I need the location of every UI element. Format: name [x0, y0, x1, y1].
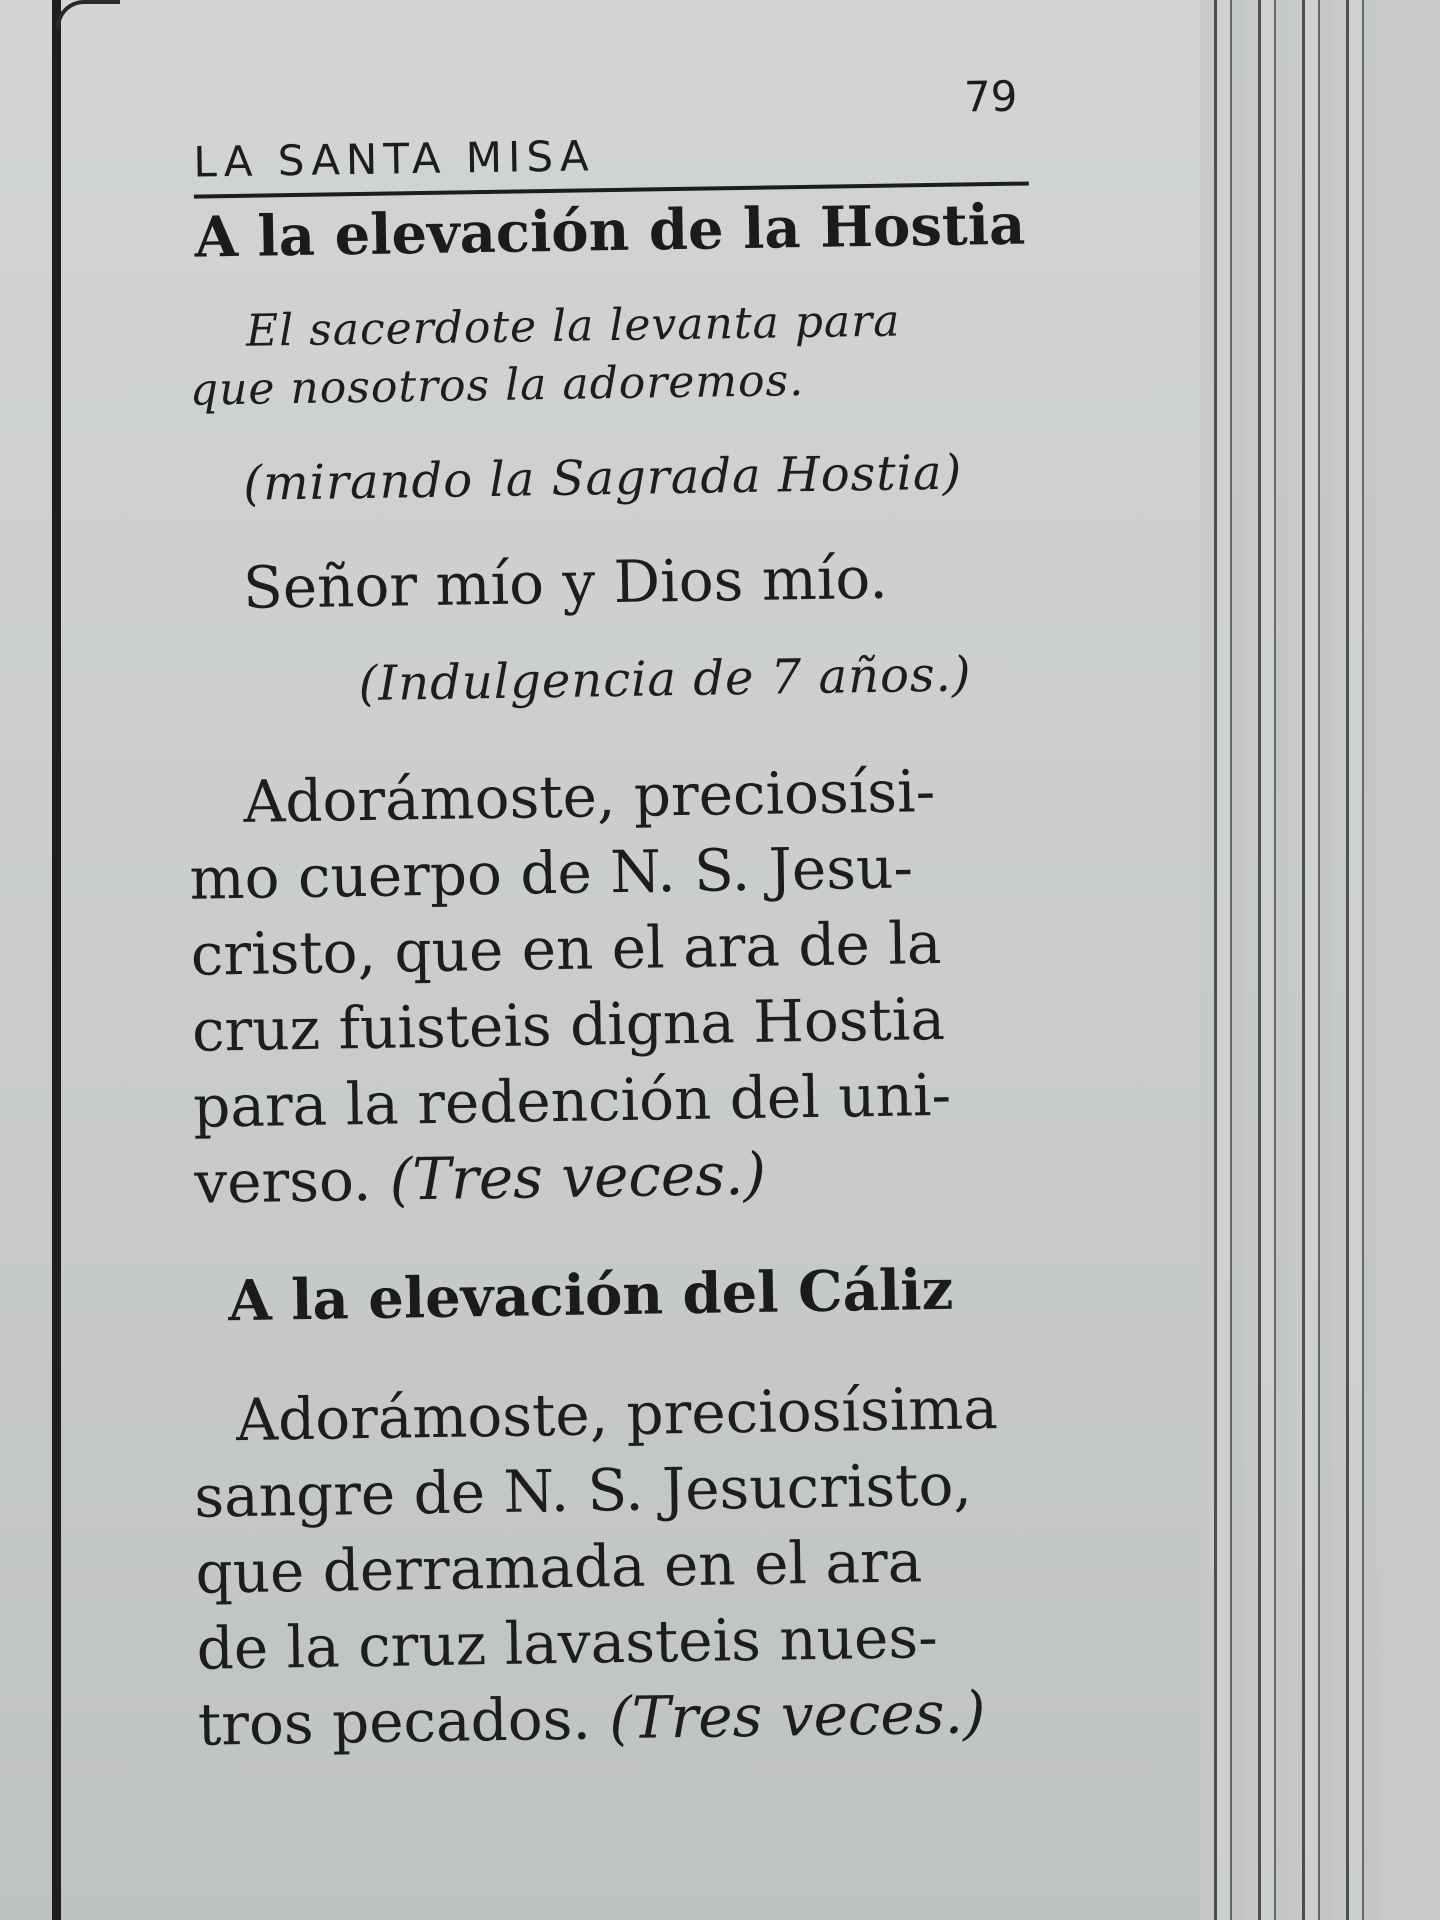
text-line-last [197, 1678, 986, 1758]
text-line: sangre de N. S. Jesucristo, [193, 1450, 973, 1531]
text-line-plain: tros pecados. [197, 1684, 592, 1759]
text-line: mo cuerpo de N. S. Jesu- [189, 833, 914, 913]
repeat-note: (Tres veces.) [608, 1678, 986, 1753]
text-line-last [194, 1140, 767, 1217]
text-line-plain: verso. [193, 1145, 372, 1217]
indulgence-note: (Indulgencia de 7 años.) [358, 646, 972, 713]
repeat-note: (Tres veces.) [389, 1139, 767, 1214]
rubric-line: El sacerdote la levanta para [245, 295, 901, 357]
text-line: Adorámoste, preciosísima [235, 1374, 999, 1455]
text-line: Adorámoste, preciosísi- [242, 757, 936, 836]
running-head: LA SANTA MISA [192, 131, 596, 187]
text-line: para la redención del uni- [192, 1060, 952, 1141]
page-number: 79 [963, 71, 1018, 122]
page-header [192, 72, 1029, 199]
instruction-note: (mirando la Sagrada Hostia) [242, 444, 963, 512]
text-line: de la cruz lavasteis nues- [196, 1603, 939, 1683]
text-line: cruz fuisteis digna Hostia [191, 984, 946, 1065]
section-title-caliz: A la elevación del Cáliz [227, 1256, 954, 1335]
section-title-hostia: A la elevación de la Hostia [194, 191, 1026, 271]
text-line: cristo, que en el ara de la [190, 908, 942, 989]
prayer-line: Señor mío y Dios mío. [242, 543, 889, 622]
rubric-line: que nosotros la adoremos. [189, 355, 805, 416]
text-line: que derramada en el ara [194, 1527, 923, 1607]
